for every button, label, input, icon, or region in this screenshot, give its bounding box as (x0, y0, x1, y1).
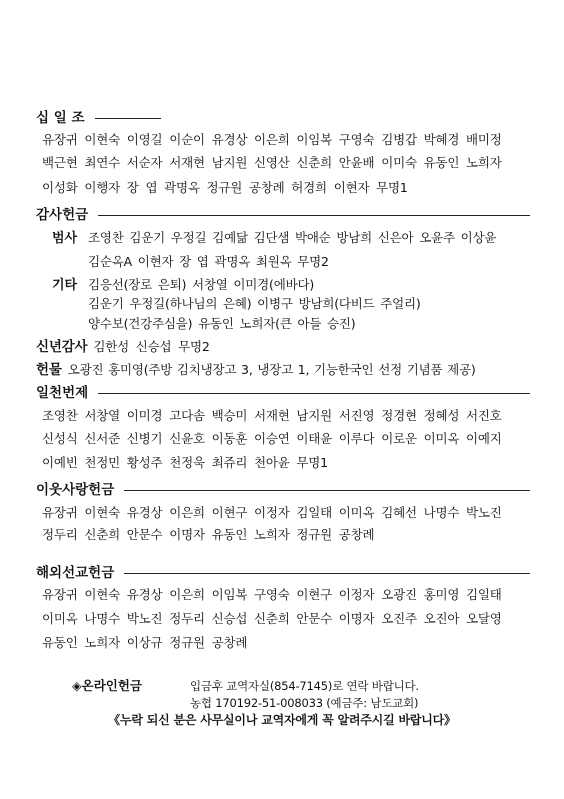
thousand-offering-title: 일천번제 (36, 385, 89, 401)
donation-label: 헌물 (36, 362, 62, 378)
other-names-line: 김운기 우정길(하나님의 은혜) 이병구 방남희(다비드 주얼리) (88, 296, 421, 311)
tithe-names-line: 이성화 이행자 장 엽 곽명옥 정규원 공창례 허경희 이현자 무명1 (42, 180, 408, 195)
newyear-thanks-label: 신년감사 (36, 339, 88, 355)
heading-rule (95, 118, 161, 119)
tithe-title: 십 일 조 (36, 110, 85, 126)
donation-line (36, 362, 534, 378)
bumsa-label: 범사 (52, 231, 78, 246)
newyear-thanks-line (36, 339, 534, 355)
online-offering-label: ◈온라인헌금 (72, 678, 142, 693)
bumsa-names-line: 조영찬 김운기 우정길 김예닮 김단샘 박애순 방남희 신은아 오윤주 이상윤 (88, 230, 497, 245)
thanks-offering-title: 감사헌금 (36, 207, 89, 223)
thanks-offering-heading (36, 207, 530, 223)
thousand-offering-heading (36, 385, 530, 401)
neighbor-love-names-line: 정두리 신춘희 안문수 이명자 유동인 노희자 정규원 공창례 (42, 527, 375, 542)
omission-notice: 《누락 되신 분은 사무실이나 교역자에게 꼭 알려주시길 바랍니다》 (108, 713, 456, 727)
thousand-offering-names-line: 이예빈 천정민 황성주 천정욱 최쥬리 천아윤 무명1 (42, 455, 328, 470)
heading-rule (98, 215, 530, 216)
heading-rule (124, 490, 530, 491)
overseas-mission-names-line: 이미옥 나명수 박노진 정두리 신승섭 신춘희 안문수 이명자 오진주 오진아 오달영 (42, 611, 502, 626)
tithe-names-line: 유장귀 이현숙 이영길 이순이 유경상 이은희 이임복 구영숙 김병갑 박혜경 배미정 (42, 132, 502, 147)
tithe-heading (36, 110, 530, 126)
tithe-names-line: 백근현 최연수 서순자 서재현 남지원 신영산 신춘희 안윤배 이미숙 유동인 노희자 (42, 155, 502, 170)
overseas-mission-names-line: 유동인 노희자 이상규 정규원 공창례 (42, 635, 248, 650)
neighbor-love-title: 이웃사랑헌금 (36, 482, 115, 498)
other-names-line: 양수보(건강주심을) 유동인 노희자(큰 아들 승진) (88, 316, 356, 331)
heading-rule (124, 573, 530, 574)
other-label: 기타 (52, 278, 78, 293)
donation-text: 오광진 홍미영(주방 김치냉장고 3, 냉장고 1, 기능한국인 선정 기념품 제공) (67, 362, 476, 377)
online-offering-contact: 입금후 교역자실(854-7145)로 연락 바랍니다. (190, 679, 419, 693)
overseas-mission-heading (36, 565, 530, 581)
thousand-offering-names-line: 조영찬 서창열 이미경 고다솜 백승미 서재현 남지원 서진영 정경현 정혜성 서진호 (42, 408, 502, 423)
neighbor-love-heading (36, 482, 530, 498)
overseas-mission-title: 해외선교헌금 (36, 565, 115, 581)
other-names-line: 김응선(장로 은퇴) 서창열 이미경(에바다) (88, 277, 315, 292)
online-offering-account: 농협 170192-51-008033 (예금주: 남도교회) (190, 696, 419, 710)
heading-rule (98, 393, 530, 394)
thousand-offering-names-line: 신성식 신서준 신병기 신윤호 이동훈 이승연 이태윤 이루다 이로운 이미옥 이예지 (42, 431, 502, 446)
overseas-mission-names-line: 유장귀 이현숙 유경상 이은희 이임복 구영숙 이현구 이정자 오광진 홍미영 김일태 (42, 587, 502, 602)
neighbor-love-names-line: 유장귀 이현숙 유경상 이은희 이현구 이정자 김일태 이미옥 김혜선 나명수 박노진 (42, 505, 502, 520)
newyear-thanks-names: 김한성 신승섭 무명2 (93, 339, 210, 354)
bumsa-names-line: 김순옥A 이현자 장 엽 곽명옥 최원옥 무명2 (88, 254, 329, 269)
